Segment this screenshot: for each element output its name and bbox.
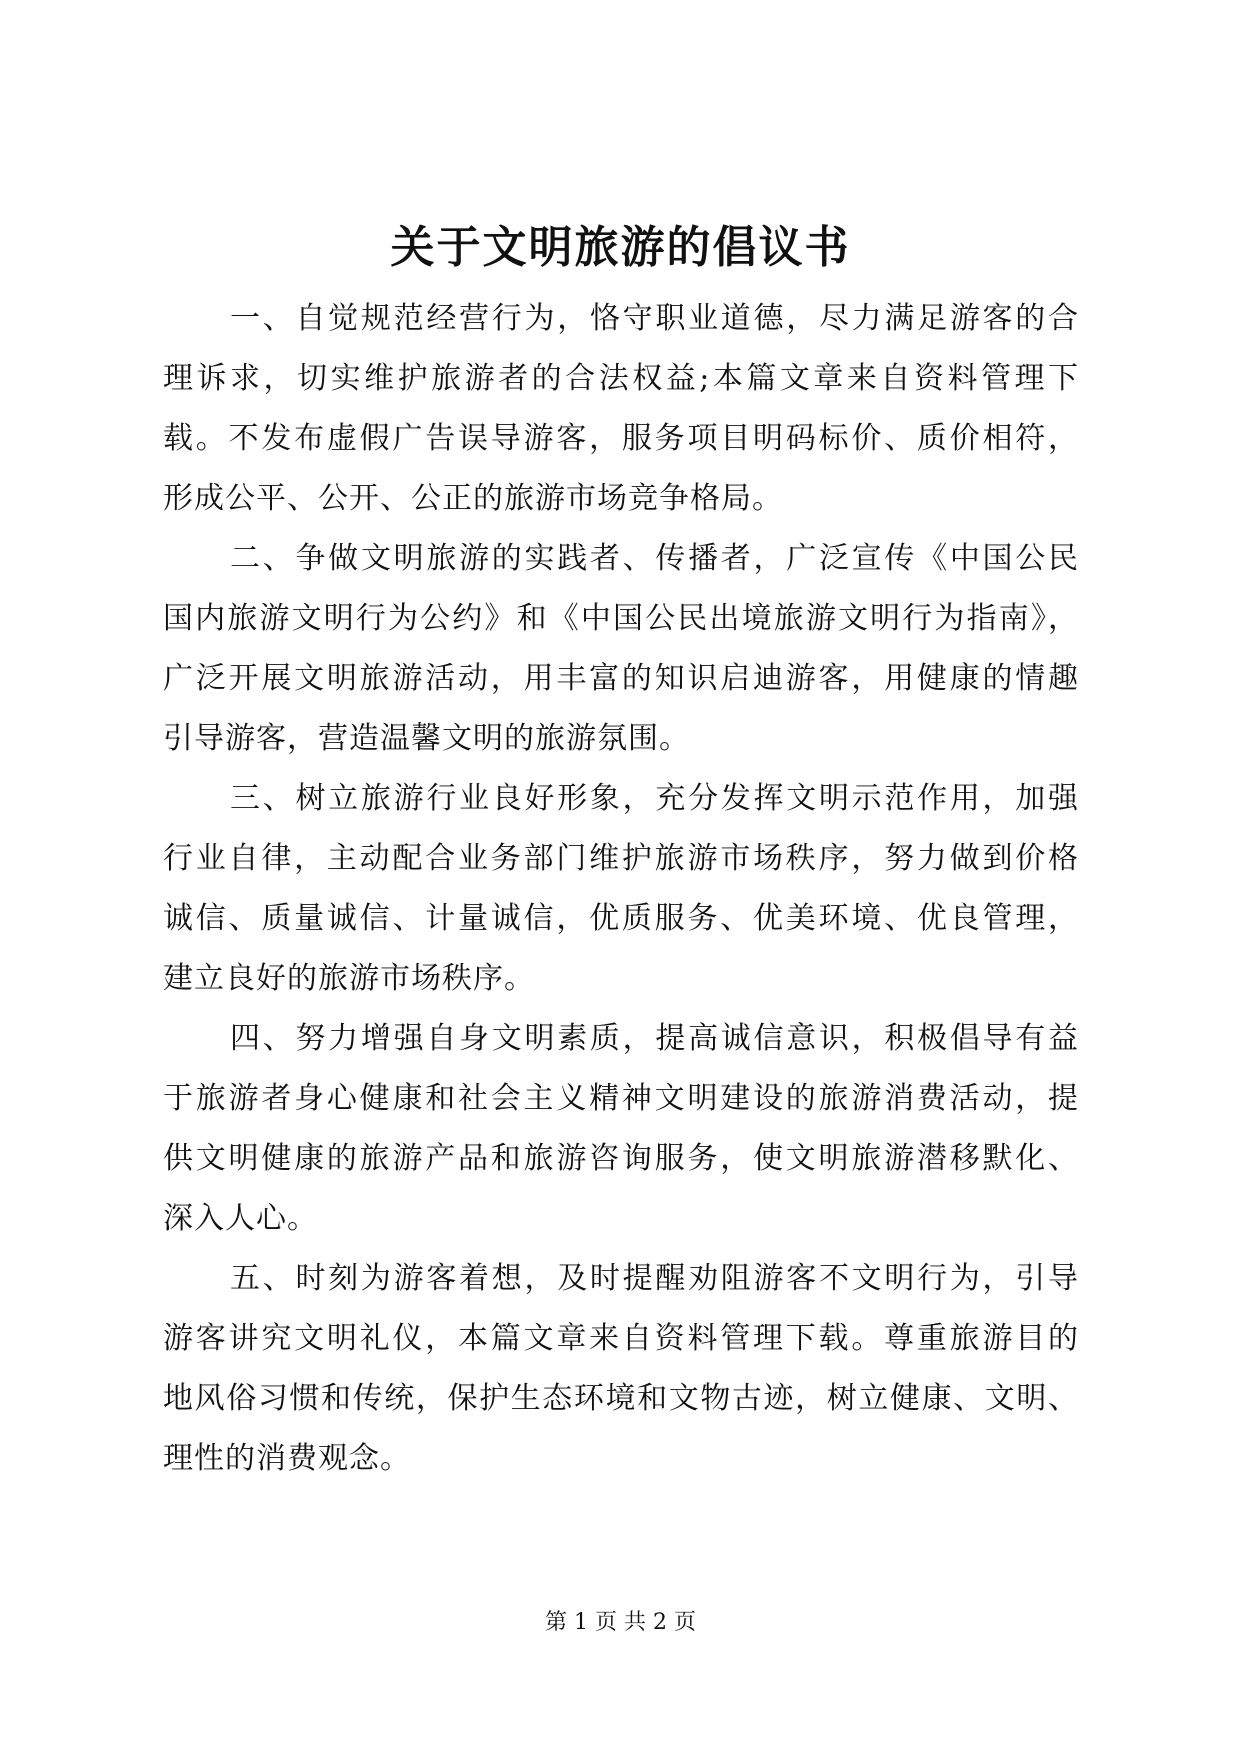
paragraph-line: 建立良好的旅游市场秩序。: [163, 961, 535, 996]
paragraph-line: 载。不发布虚假广告误导游客，服务项目明码标价、质价相符，: [163, 421, 1079, 456]
paragraph-4: [163, 1009, 1079, 1249]
paragraph-5: [163, 1249, 1079, 1489]
paragraph-line: 二、争做文明旅游的实践者、传播者，广泛宣传《中国公民: [230, 541, 1079, 576]
paragraph-line: 于旅游者身心健康和社会主义精神文明建设的旅游消费活动，提: [163, 1081, 1079, 1116]
paragraph-line: 引导游客，营造温馨文明的旅游氛围。: [163, 721, 690, 756]
paragraph-line: 理诉求，切实维护旅游者的合法权益;本篇文章来自资料管理下: [163, 361, 1079, 396]
paragraph-3: [163, 769, 1079, 1009]
paragraph-line: 五、时刻为游客着想，及时提醒劝阻游客不文明行为，引导: [230, 1261, 1079, 1296]
paragraph-line: 地风俗习惯和传统，保护生态环境和文物古迹，树立健康、文明、: [163, 1381, 1079, 1416]
paragraph-line: 广泛开展文明旅游活动，用丰富的知识启迪游客，用健康的情趣: [163, 661, 1079, 696]
paragraph-line: 四、努力增强自身文明素质，提高诚信意识，积极倡导有益: [230, 1021, 1079, 1056]
paragraph-line: 一、自觉规范经营行为，恪守职业道德，尽力满足游客的合: [230, 301, 1079, 336]
paragraph-line: 理性的消费观念。: [163, 1441, 411, 1476]
paragraph-line: 诚信、质量诚信、计量诚信，优质服务、优美环境、优良管理，: [163, 901, 1079, 936]
paragraph-1: [163, 289, 1079, 529]
page-number-footer: 第 1 页 共 2 页: [545, 1610, 696, 1635]
document-body: [163, 289, 1079, 1489]
paragraph-line: 供文明健康的旅游产品和旅游咨询服务，使文明旅游潜移默化、: [163, 1141, 1079, 1176]
paragraph-line: 行业自律，主动配合业务部门维护旅游市场秩序，努力做到价格: [163, 841, 1079, 876]
paragraph-line: 国内旅游文明行为公约》和《中国公民出境旅游文明行为指南》，: [163, 601, 1079, 636]
paragraph-line: 游客讲究文明礼仪，本篇文章来自资料管理下载。尊重旅游目的: [163, 1321, 1079, 1356]
paragraph-line: 三、树立旅游行业良好形象，充分发挥文明示范作用，加强: [230, 781, 1079, 816]
paragraph-line: 形成公平、公开、公正的旅游市场竞争格局。: [163, 481, 783, 516]
paragraph-2: [163, 529, 1079, 769]
document-title: 关于文明旅游的倡议书: [390, 222, 851, 273]
paragraph-line: 深入人心。: [163, 1201, 318, 1236]
